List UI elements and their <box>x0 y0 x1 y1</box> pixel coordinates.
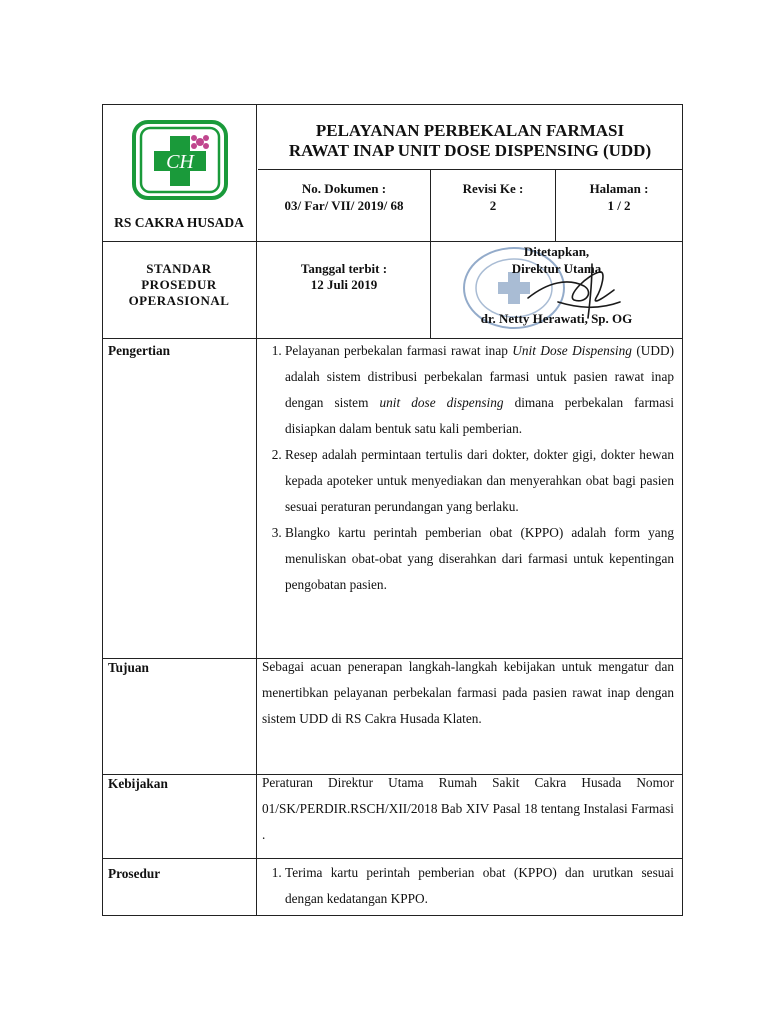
list-item: 3. Blangko kartu perintah pemberian obat (KPPO) adalah form yang menuliskan obat-obat yang diserahkan dari farmasi untuk kepentingan pengobatan pasien. <box>285 520 674 598</box>
pengertian-list <box>262 338 674 598</box>
revision-value: 2 <box>489 198 497 213</box>
approved-label: Ditetapkan, <box>523 244 590 259</box>
title-line-1: PELAYANAN PERBEKALAN FARMASI <box>315 121 625 140</box>
list-item: 1. Terima kartu perintah pemberian obat (KPPO) dan urutkan sesuai dengan kedatangan KPPO. <box>285 860 674 912</box>
revision-label: Revisi Ke : <box>462 181 524 196</box>
approver-name: dr. Netty Herawati, Sp. OG <box>480 311 633 326</box>
title-line-2: RAWAT INAP UNIT DOSE DISPENSING (UDD) <box>288 141 652 160</box>
page-label: Halaman : <box>589 181 649 196</box>
issue-date-value: 12 Juli 2019 <box>310 277 378 292</box>
row-divider <box>102 241 683 242</box>
sop-line-3: OPERASIONAL <box>128 293 230 308</box>
sop-line-1: STANDAR <box>146 261 212 276</box>
page-value: 1 / 2 <box>607 198 631 213</box>
section-label-tujuan: Tujuan <box>108 660 149 675</box>
approver-title: Direktur Utama <box>511 261 602 276</box>
sop-label <box>104 261 254 309</box>
row-divider <box>102 858 683 859</box>
prosedur-content <box>262 860 674 912</box>
issue-date-label: Tanggal terbit : <box>300 261 388 276</box>
section-label-pengertian: Pengertian <box>108 343 171 358</box>
prosedur-list <box>262 860 674 912</box>
hospital-logo <box>132 120 228 200</box>
doc-number-value: 03/ Far/ VII/ 2019/ 68 <box>284 198 404 213</box>
doc-number-label: No. Dokumen : <box>301 181 387 196</box>
document-title <box>258 121 682 161</box>
tujuan-text: Sebagai acuan penerapan langkah-langkah kebijakan untuk mengatur dan menertibkan pelayanan perbekalan farmasi pada pasien rawat inap dengan sistem UDD di RS Cakra Husada Klaten. <box>262 659 674 726</box>
pengertian-content <box>262 338 674 598</box>
logo-monogram: CH <box>166 151 194 173</box>
section-label-kebijakan: Kebijakan <box>108 776 168 791</box>
section-label-prosedur: Prosedur <box>108 866 161 881</box>
list-item: 1. Pelayanan perbekalan farmasi rawat inap Unit Dose Dispensing (UDD) adalah sistem distribusi perbekalan farmasi untuk pasien rawat inap dengan sistem unit dose dispensing dimana perbekalan farmasi disiapkan dalam bentuk satu kali pemberian. <box>285 338 674 442</box>
column-divider <box>256 104 257 916</box>
sop-line-2: PROSEDUR <box>141 277 217 292</box>
list-item: 2. Resep adalah permintaan tertulis dari dokter, dokter gigi, dokter hewan kepada apoteker untuk menyediakan dan menyerahkan obat bagi pasien sesuai peraturan perundangan yang berlaku. <box>285 442 674 520</box>
hospital-name: RS CAKRA HUSADA <box>114 215 244 230</box>
kebijakan-text: Peraturan Direktur Utama Rumah Sakit Cakra Husada Nomor 01/SK/PERDIR.RSCH/XII/2018 Bab XIV Pasal 18 tentang Instalasi Farmasi . <box>262 775 674 842</box>
row-divider <box>258 169 683 170</box>
